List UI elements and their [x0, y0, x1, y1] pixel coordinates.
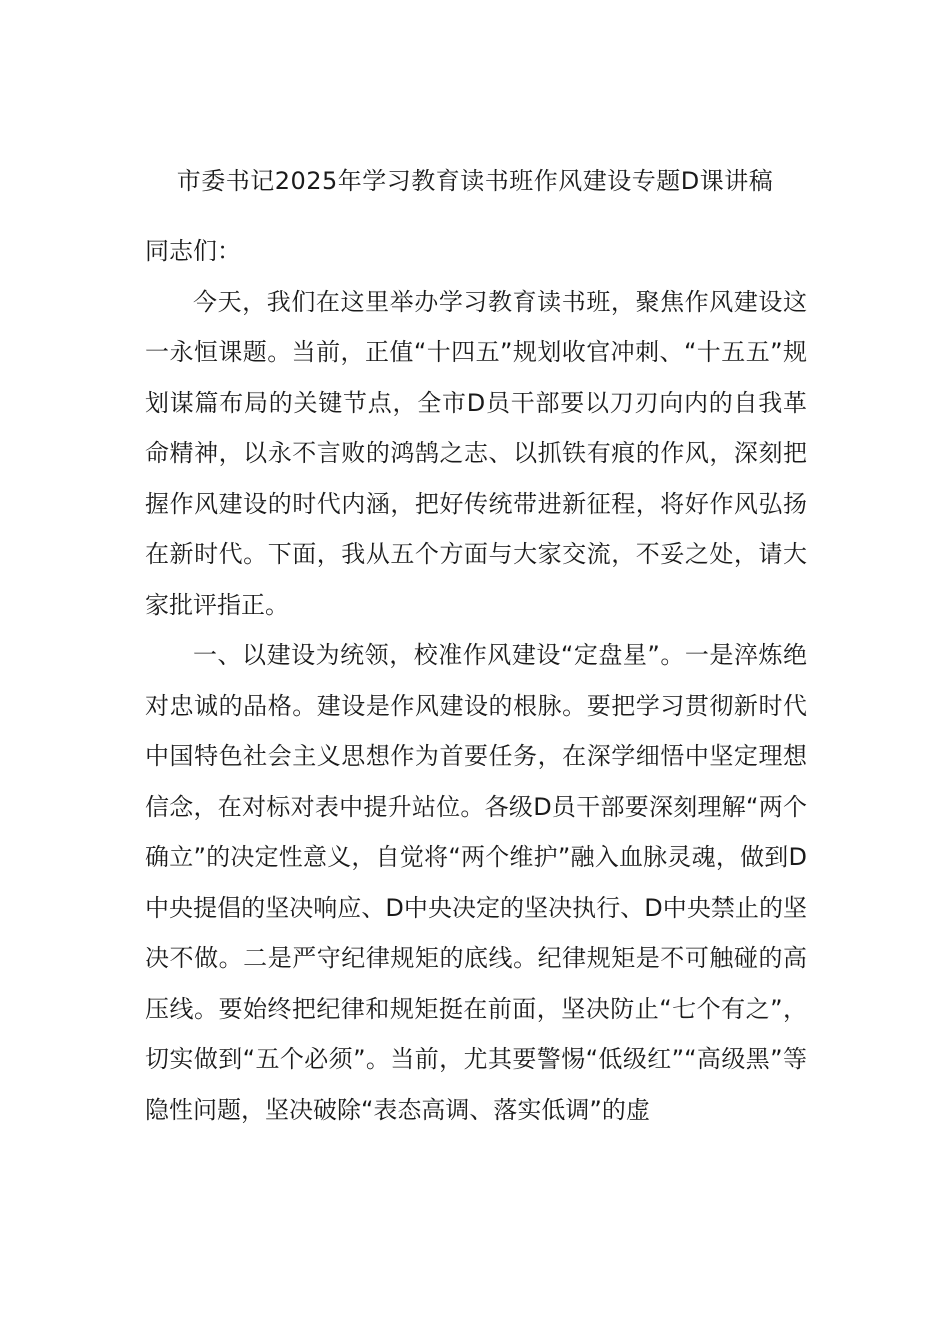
salutation: 同志们：	[145, 237, 241, 265]
paragraph-intro: 今天，我们在这里举办学习教育读书班，聚焦作风建设这一永恒课题。当前，正值“十四五”规划收官冲刺、“十五五”规划谋篇布局的关键节点，全市D员干部要以刀刃向内的自我革命精神，以永不言败的鸿鹄之志、以抓铁有痕的作风，深刻把握作风建设的时代内涵，把好传统带进新征程，将好作风弘扬在新时代。下面，我从五个方面与大家交流，不妥之处，请大家批评指正。	[145, 287, 807, 619]
document-title: 市委书记2025年学习教育读书班作风建设专题D课讲稿	[176, 167, 774, 195]
paragraph-section-one: 一、以建设为统领，校准作风建设“定盘星”。一是淬炼绝对忠诚的品格。建设是作风建设的根脉。要把学习贯彻新时代中国特色社会主义思想作为首要任务，在深学细悟中坚定理想信念，在对标对表中提升站位。各级D员干部要深刻理解“两个确立”的决定性意义，自觉将“两个维护”融入血脉灵魂，做到D中央提倡的坚决响应、D中央决定的坚决执行、D中央禁止的坚决不做。二是严守纪律规矩的底线。纪律规矩是不可触碰的高压线。要始终把纪律和规矩挺在前面，坚决防止“七个有之”，切实做到“五个必须”。当前，尤其要警惕“低级红”“高级黑”等隐性问题，坚决破除“表态高调、落实低调”的虚	[145, 641, 807, 1124]
document-body	[145, 226, 807, 1135]
